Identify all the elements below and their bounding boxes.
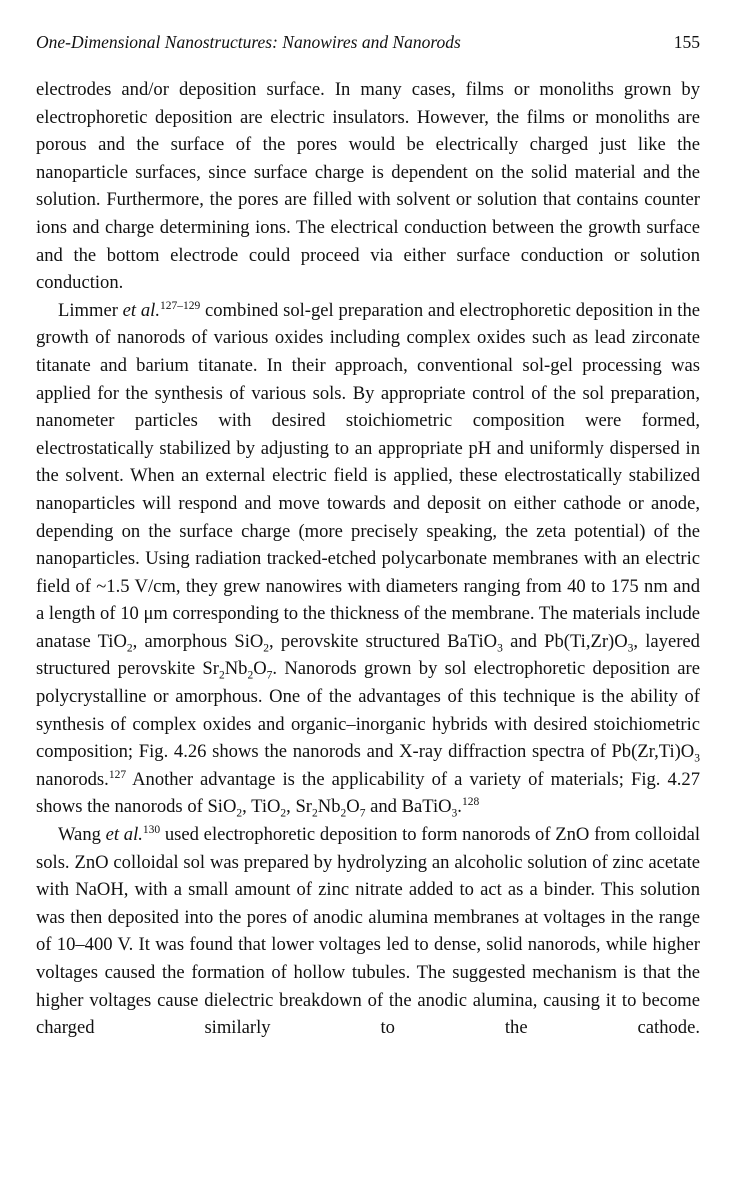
p2-text-p: . (457, 796, 462, 818)
paragraph-3 (36, 821, 700, 1042)
p2-text-n: O (346, 796, 360, 818)
p2-author: Limmer (58, 299, 123, 321)
subscript: 3 (627, 642, 634, 655)
p2-reference: 127–129 (159, 299, 201, 312)
p2-reference-3: 128 (461, 796, 480, 809)
page-number: 155 (673, 32, 700, 52)
paragraph-2 (36, 297, 700, 821)
p2-text-k: , TiO (242, 796, 281, 818)
p2-text-a: combined sol-gel preparation and electrophoretic deposition in the growth of nanorods of various oxides including complex oxides such as lead zirconate titanate and barium titanate. In their approach, conventional sol-gel processing was applied for the synthesis of various sols. By appropriate control of the sol preparation, nanometer particles with desired stoichiometric composition were formed, electrostatically stabilized by adjusting to an appropriate pH and uniformly dispersed in the solvent. When an external electric field is applied, these electrostatically stabilized nanoparticles will respond and move towards and deposit on either cathode or anode, depending on the surface charge (more precisely speaking, the zeta potential) of the nanoparticles. Using radiation tracked-etched polycarbonate membranes with an electric field of ~1.5 V/cm, they grew nanowires with diameters ranging from 40 to 175 nm and a length of 10 μm corresponding to the thickness of the membrane. The materials include anatase TiO (36, 299, 700, 652)
p2-text-g: O (253, 658, 267, 680)
running-head (36, 30, 700, 54)
subscript: 2 (247, 670, 254, 683)
p3-text: used electrophoretic deposition to form nanorods of ZnO from colloidal sols. ZnO colloidal sol was prepared by hydrolyzing an alcoholic solution of zinc acetate with NaOH, with a small amount of zinc nitrate added to act as a binder. This solution was then deposited into the pores of anodic alumina membranes at voltages in the range of 10–400 V. It was found that lower voltages led to dense, solid nanorods, while higher voltages caused the formation of hollow tubules. The suggested mechanism is that the higher voltages cause dielectric breakdown of the anodic alumina, causing it to become charged similarly to the cathode. (36, 824, 700, 1039)
subscript: 2 (280, 808, 287, 821)
p2-text-b: , amorphous SiO (132, 630, 264, 652)
p2-text-c: , perovskite structured BaTiO (269, 630, 498, 652)
p2-text-j: Another advantage is the applicability of a variety of materials; Fig. 4.27 shows the nanorods of SiO (36, 768, 700, 818)
subscript: 2 (126, 642, 133, 655)
body-text (36, 76, 700, 1042)
p2-text-d: and Pb(Ti,Zr)O (502, 630, 628, 652)
p2-text-e: , layered structured perovskite Sr (36, 630, 700, 680)
book-page (36, 30, 700, 1042)
subscript: 2 (236, 808, 243, 821)
subscript: 2 (263, 642, 270, 655)
p2-text-i: nanorods. (36, 768, 109, 790)
subscript: 2 (312, 808, 318, 821)
p3-et-al: et al. (105, 824, 143, 846)
subscript: 2 (340, 808, 347, 821)
subscript: 3 (497, 642, 503, 655)
p2-text-h: . Nanorods grown by sol electrophoretic deposition are polycrystalline or amorphous. One of the advantages of this technique is the ability of synthesis of complex oxides and organic–inorganic hybrids with desired stoichiometric composition; Fig. 4.26 shows the nanorods and X-ray diffraction spectra of Pb(Zr,Ti)O (36, 658, 700, 763)
p2-et-al: et al. (122, 299, 160, 321)
p2-reference-2: 127 (108, 768, 127, 781)
p2-text-f: Nb (224, 658, 248, 680)
subscript: 3 (694, 752, 700, 765)
running-title: One-Dimensional Nanostructures: Nanowires and Nanorods (36, 32, 461, 52)
p2-text-o: and BaTiO (365, 796, 452, 818)
p3-reference: 130 (142, 823, 161, 836)
subscript: 7 (266, 670, 273, 683)
subscript: 3 (451, 808, 458, 821)
p2-text-l: , Sr (286, 796, 313, 818)
p3-author: Wang (58, 824, 106, 846)
subscript: 7 (359, 808, 366, 821)
p2-text-m: Nb (317, 796, 341, 818)
subscript: 2 (218, 670, 225, 683)
paragraph-1: electrodes and/or deposition surface. In many cases, films or monoliths grown by electrophoretic deposition are electric insulators. However, the films or monoliths are porous and the surface of the pores would be electrically charged just like the nanoparticle surfaces, since surface charge is dependent on the solid material and the solution. Furthermore, the pores are filled with solvent or solution that contains counter ions and charge determining ions. The electrical conduction between the growth surface and the bottom electrode could proceed via either surface conduction or solution conduction. (36, 79, 700, 294)
